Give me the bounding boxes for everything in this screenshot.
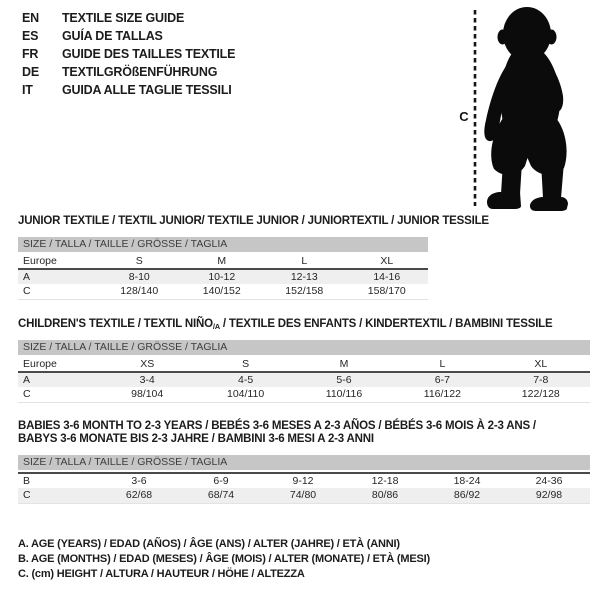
row-label: Europe [18, 254, 98, 269]
lang-code: ES [22, 29, 39, 43]
babies-title-line2: BABYS 3-6 MONATE BIS 2-3 JAHRE / BAMBINI 3-6 MESI A 2-3 ANNI [18, 433, 374, 445]
lang-row-de [22, 63, 235, 81]
lang-title: TEXTILGRÖßENFÜHRUNG [62, 65, 218, 79]
cell: L [393, 357, 491, 372]
lang-row-it [22, 81, 235, 99]
language-title-list [22, 9, 235, 99]
cell: 152/158 [285, 285, 324, 298]
junior-section-title: JUNIOR TEXTILE / TEXTIL JUNIOR/ TEXTILE JUNIOR / JUNIORTEXTIL / JUNIOR TESSILE [18, 215, 489, 227]
baby-silhouette-graphic [430, 0, 600, 215]
cell: 24-36 [508, 473, 590, 488]
cell: 62/68 [98, 488, 180, 503]
cell: 110/116 [325, 388, 363, 401]
row-label: C [23, 285, 31, 298]
height-measure-label: C [459, 109, 469, 124]
legend-notes [18, 537, 430, 582]
table-row [18, 254, 428, 269]
cell: 14-16 [346, 269, 429, 284]
row-label: A [18, 372, 98, 387]
junior-table [18, 254, 428, 300]
cell: 80/86 [344, 488, 426, 503]
cell: 6-9 [180, 473, 262, 488]
lang-title: TEXTILE SIZE GUIDE [62, 11, 185, 25]
note-c: C. (cm) HEIGHT / ALTURA / HAUTEUR / HÖHE / ALTEZZA [18, 568, 305, 580]
cell: 122/128 [521, 388, 560, 401]
table-row [18, 488, 590, 503]
cell: 158/170 [367, 285, 406, 298]
babies-title-line1: BABIES 3-6 MONTH TO 2-3 YEARS / BEBÉS 3-6 MESES A 2-3 AÑOS / BÉBÉS 3-6 MOIS À 2-3 ANS / [18, 420, 536, 432]
cell: 4-5 [196, 372, 294, 387]
cell: 128/140 [120, 285, 159, 298]
title-subscript: /A [212, 322, 220, 331]
row-label: C [23, 388, 31, 401]
baby-height-figure [430, 0, 600, 215]
cell: 9-12 [262, 473, 344, 488]
row-label: Europe [18, 357, 98, 372]
cell: 8-10 [98, 269, 181, 284]
note-a: A. AGE (YEARS) / EDAD (AÑOS) / ÂGE (ANS) / ALTER (JAHRE) / ETÀ (ANNI) [18, 538, 400, 550]
cell: 10-12 [181, 269, 264, 284]
babies-size-table [18, 455, 590, 504]
table-row [18, 473, 590, 488]
lang-title: GUIDE DES TAILLES TEXTILE [62, 47, 236, 61]
cell: 98/104 [131, 388, 164, 401]
children-section-title [18, 318, 593, 331]
cell: 6-7 [393, 372, 491, 387]
lang-title: GUIDA ALLE TAGLIE TESSILI [62, 83, 232, 97]
babies-section-title [18, 420, 593, 446]
cell: 140/152 [202, 285, 241, 298]
table-row [18, 357, 590, 372]
lang-code: DE [22, 65, 39, 79]
size-header-bar: SIZE / TALLA / TAILLE / GRÖSSE / TAGLIA [18, 455, 590, 470]
lang-row-en [22, 9, 235, 27]
cell: 3-6 [98, 473, 180, 488]
table-row [18, 284, 428, 299]
table-row [18, 269, 428, 284]
cell: 7-8 [492, 372, 590, 387]
cell: 104/110 [226, 388, 265, 401]
cell: L [263, 254, 346, 269]
lang-title: GUÍA DE TALLAS [62, 29, 163, 43]
title-part: CHILDREN'S TEXTILE / TEXTIL NIÑO [18, 318, 213, 330]
table-row [18, 372, 590, 387]
title-part: / TEXTILE DES ENFANTS / KINDERTEXTIL / BAMBINI TESSILE [219, 318, 553, 330]
cell: 74/80 [262, 488, 344, 503]
cell: XL [346, 254, 429, 269]
lang-row-es [22, 27, 235, 45]
row-label: A [18, 269, 98, 284]
cell: M [181, 254, 264, 269]
children-table [18, 357, 590, 403]
cell: 3-4 [98, 372, 196, 387]
baby-silhouette-icon [484, 7, 568, 211]
cell: 92/98 [508, 488, 590, 503]
cell: XS [98, 357, 196, 372]
size-header-bar: SIZE / TALLA / TAILLE / GRÖSSE / TAGLIA [18, 237, 428, 252]
cell: 86/92 [426, 488, 508, 503]
cell: 5-6 [295, 372, 393, 387]
cell: XL [492, 357, 590, 372]
cell: S [196, 357, 294, 372]
babies-table [18, 472, 590, 504]
cell: 18-24 [426, 473, 508, 488]
junior-size-table [18, 237, 428, 300]
children-size-table [18, 340, 590, 403]
lang-code: EN [22, 11, 39, 25]
row-label: B [18, 473, 98, 488]
lang-code: IT [22, 83, 33, 97]
cell: M [295, 357, 393, 372]
lang-row-fr [22, 45, 235, 63]
cell: S [98, 254, 181, 269]
note-b: B. AGE (MONTHS) / EDAD (MESES) / ÂGE (MOIS) / ALTER (MONATE) / ETÀ (MESI) [18, 553, 430, 565]
cell: 116/122 [423, 388, 461, 401]
row-label: C [18, 488, 98, 503]
lang-code: FR [22, 47, 39, 61]
cell: 12-13 [263, 269, 346, 284]
cell: 68/74 [180, 488, 262, 503]
table-row [18, 387, 590, 402]
cell: 12-18 [344, 473, 426, 488]
size-header-bar: SIZE / TALLA / TAILLE / GRÖSSE / TAGLIA [18, 340, 590, 355]
